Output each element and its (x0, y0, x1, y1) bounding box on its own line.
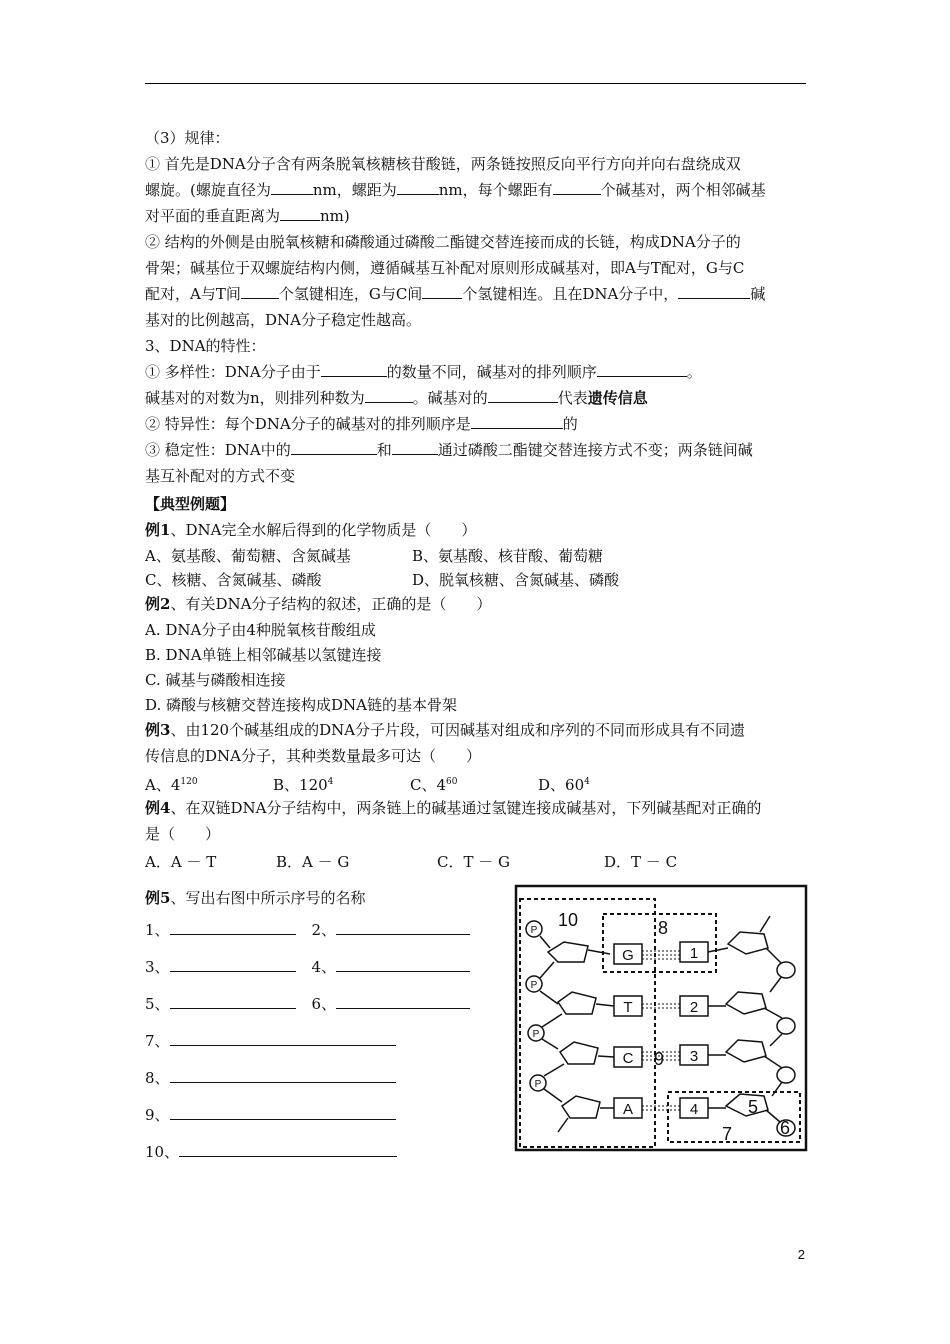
example-4-question: 例4、在双链DNA分子结构中，两条链上的碱基通过氢键连接成碱基对，下列碱基配对正确的 (145, 799, 762, 817)
blank-at-bonds[interactable] (241, 284, 279, 299)
rule-1-line-a: ① 首先是DNA分子含有两条脱氧核糖核苷酸链，两条链按照反向平行方向并向右盘绕成双 (145, 155, 741, 173)
answer-blank-1[interactable] (170, 920, 296, 935)
blank-specificity[interactable] (471, 414, 563, 429)
stability-line: ③ 稳定性：DNA中的 和 通过磷酸二酯键交替连接方式不变；两条链间碱 (145, 441, 753, 459)
phosphate-label-4: P (534, 1079, 542, 1090)
answer-blank-10[interactable] (179, 1142, 397, 1157)
header-rule (145, 83, 806, 84)
examples-heading: 【典型例题】 (145, 495, 236, 513)
example-3-option-d: D、$60^4$ (538, 776, 590, 794)
answer-row-3-4: 3、 4、 (145, 957, 470, 977)
example-3-option-a: A、$4^{120}$ (145, 776, 198, 794)
answer-blank-2[interactable] (336, 920, 470, 935)
diversity-line: ① 多样性：DNA分子由于 的数量不同，碱基对的排列顺序 。 (145, 363, 702, 381)
example-5-question: 例5、写出右图中所示序号的名称 (145, 889, 366, 907)
blank-stability-1[interactable] (291, 440, 377, 455)
label-8: 8 (658, 918, 669, 938)
base-c: C (622, 1050, 634, 1067)
answer-row-9: 9、 (145, 1105, 396, 1125)
example-1-option-a: A、氨基酸、葡萄糖、含氮碱基 (145, 547, 351, 565)
diversity-line-2: 碱基对的对数为n，则排列种数为 。碱基对的 代表遗传信息 (145, 389, 648, 407)
answer-row-1-2: 1、 2、 (145, 920, 470, 940)
example-1-option-d: D、脱氧核糖、含氮碱基、磷酸 (412, 571, 620, 589)
base-number-2: 2 (689, 999, 699, 1016)
rule-2-line-d: 基对的比例越高，DNA分子稳定性越高。 (145, 311, 421, 329)
example-4-option-b: B．A － G (276, 853, 350, 871)
blank-sequence[interactable] (488, 388, 558, 403)
blank-diameter[interactable] (271, 180, 313, 195)
label-6: 6 (780, 1118, 791, 1138)
answer-blank-6[interactable] (336, 994, 470, 1009)
rules-label: （3）规律： (145, 129, 230, 147)
example-2-option-c: C. 碱基与磷酸相连接 (145, 671, 286, 689)
rule-2-line-a: ② 结构的外侧是由脱氧核糖和磷酸通过磷酸二酯键交替连接而成的长链，构成DNA分子的 (145, 233, 741, 251)
blank-diversity-2[interactable] (597, 362, 687, 377)
example-2-question: 例2、有关DNA分子结构的叙述，正确的是（ ） (145, 595, 492, 613)
example-1-question: 例1、DNA完全水解后得到的化学物质是（ ） (145, 521, 477, 539)
blank-pitch[interactable] (397, 180, 439, 195)
phosphate-label-1: P (530, 925, 538, 936)
blank-pairs-per-turn[interactable] (553, 180, 601, 195)
answer-blank-4[interactable] (336, 957, 470, 972)
blank-arrangements[interactable] (365, 388, 413, 403)
phosphate-r3 (777, 1067, 795, 1083)
example-1-option-c: C、核糖、含氮碱基、磷酸 (145, 571, 322, 589)
base-number-1: 1 (689, 945, 699, 962)
phosphate-r2 (777, 1018, 795, 1034)
example-2-option-d: D. 磷酸与核糖交替连接构成DNA链的基本骨架 (145, 696, 458, 714)
answer-row-7: 7、 (145, 1031, 396, 1051)
example-3-option-c: C、$4^{60}$ (410, 776, 458, 794)
blank-gc-bonds[interactable] (422, 284, 462, 299)
rule-1-line-c: 对平面的垂直距离为 nm) (145, 207, 350, 225)
phosphate-r1 (777, 962, 795, 978)
example-1-option-b: B、氨基酸、核苷酸、葡萄糖 (412, 547, 604, 565)
answer-row-5-6: 5、 6、 (145, 994, 470, 1014)
rule-2-line-b: 骨架；碱基位于双螺旋结构内侧，遵循碱基互补配对原则形成碱基对，即A与T配对，G与C (145, 259, 745, 277)
page-number: 2 (797, 1247, 805, 1262)
answer-blank-9[interactable] (170, 1105, 396, 1120)
blank-distance[interactable] (280, 206, 320, 221)
label-7: 7 (722, 1124, 733, 1144)
example-4-option-c: C．T － G (437, 853, 511, 871)
example-3-question-2: 传信息的DNA分子，其种类数量最多可达（ ） (145, 747, 481, 765)
rule-1-line-b: 螺旋。(螺旋直径为 nm，螺距为 nm，每个螺距有 个碱基对，两个相邻碱基 (145, 181, 766, 199)
label-5: 5 (748, 1097, 759, 1117)
base-a: A (622, 1101, 634, 1118)
answer-row-8: 8、 (145, 1068, 396, 1088)
blank-diversity-1[interactable] (321, 362, 387, 377)
answer-blank-3[interactable] (170, 957, 296, 972)
base-g: G (622, 947, 634, 964)
phosphate-label-3: P (532, 1029, 540, 1040)
label-9: 9 (654, 1049, 665, 1069)
example-2-option-a: A. DNA分子由4种脱氧核苷酸组成 (145, 621, 376, 639)
base-number-3: 3 (689, 1048, 699, 1065)
example-2-option-b: B. DNA单链上相邻碱基以氢键连接 (145, 646, 382, 664)
example-4-question-2: 是（ ） (145, 825, 221, 843)
phosphate-label-2: P (530, 980, 538, 991)
rule-2-line-c: 配对，A与T间 个氢键相连，G与C间 个氢键相连。且在DNA分子中， 碱 (145, 285, 766, 303)
answer-blank-5[interactable] (170, 994, 296, 1009)
example-4-option-a: A．A － T (145, 853, 217, 871)
blank-pair-type[interactable] (678, 284, 750, 299)
answer-blank-8[interactable] (170, 1068, 396, 1083)
example-4-option-d: D．T － C (604, 853, 678, 871)
blank-stability-2[interactable] (392, 440, 438, 455)
label-10: 10 (558, 910, 579, 930)
answer-row-10: 10、 (145, 1142, 397, 1162)
example-3-question: 例3、由120个碱基组成的DNA分子片段，可因碱基对组成和序列的不同而形成具有不同遗 (145, 721, 746, 739)
stability-line-2: 基互补配对的方式不变 (145, 467, 296, 485)
base-t: T (623, 999, 633, 1016)
properties-title: 3、DNA的特性： (145, 337, 266, 355)
specificity-line: ② 特异性：每个DNA分子的碱基对的排列顺序是 的 (145, 415, 578, 433)
example-3-option-b: B、$120^4$ (273, 776, 334, 794)
base-number-4: 4 (689, 1101, 699, 1118)
dna-structure-diagram (514, 884, 808, 1152)
answer-blank-7[interactable] (170, 1031, 396, 1046)
